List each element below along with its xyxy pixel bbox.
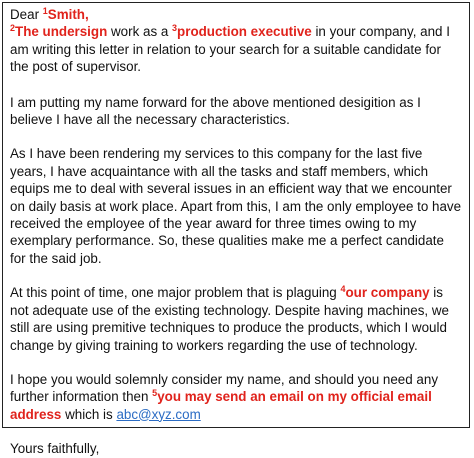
subject-highlight: The undersign [15,24,108,40]
paragraph-experience: As I have been rendering my services to this company for the last five years, I have acquaintance with all the tasks and staff members, which equips me to deal with several issues in an efficient way that we encounter on daily basis at work place. Apart from this, I am the only employee to have received the employee of the year award for three times owing to my exemplary performance. So, these qualities make me a perfect candidate for the said job. [10,146,462,266]
intro-text-2: in your company, and I am writing this letter in relation to your search for a suitable candidate for the post of supervisor. [10,24,450,75]
paragraph-problem [10,284,462,354]
intro-text-1: work as a [107,24,173,40]
marker-3: 3 [172,23,178,34]
company-highlight: our company [345,285,430,301]
position-highlight: production executive [177,24,312,40]
contact-text-2: which is [61,406,117,422]
problem-text-1: At this point of time, one major problem that is plaguing [10,285,341,301]
email-link[interactable]: abc@xyz.com [116,406,201,422]
salutation [10,6,462,23]
closing: Yours faithfully, [10,441,100,457]
marker-4: 4 [340,284,346,295]
marker-5: 5 [152,388,158,399]
paragraph-nomination: I am putting my name forward for the above mentioned desigition as I believe I have all the necessary characteristics. [10,94,421,128]
marker-1: 1 [42,6,48,16]
paragraph-contact [10,371,462,423]
contact-highlight: you may send an email on my official email address [10,389,432,422]
contact-text-1: I hope you would solemnly consider my name, and should you need any further information then [10,371,439,405]
salutation-prefix: Dear [10,7,43,22]
recipient-name: Smith, [47,7,89,22]
marker-2: 2 [10,23,16,34]
problem-text-2: is not adequate use of the existing technology. Despite having machines, we still are using premitive techniques to produce the products, which I would change by giving training to workers regarding the use of technology. [10,285,449,353]
letter-box [2,2,470,457]
paragraph-intro [10,23,462,75]
